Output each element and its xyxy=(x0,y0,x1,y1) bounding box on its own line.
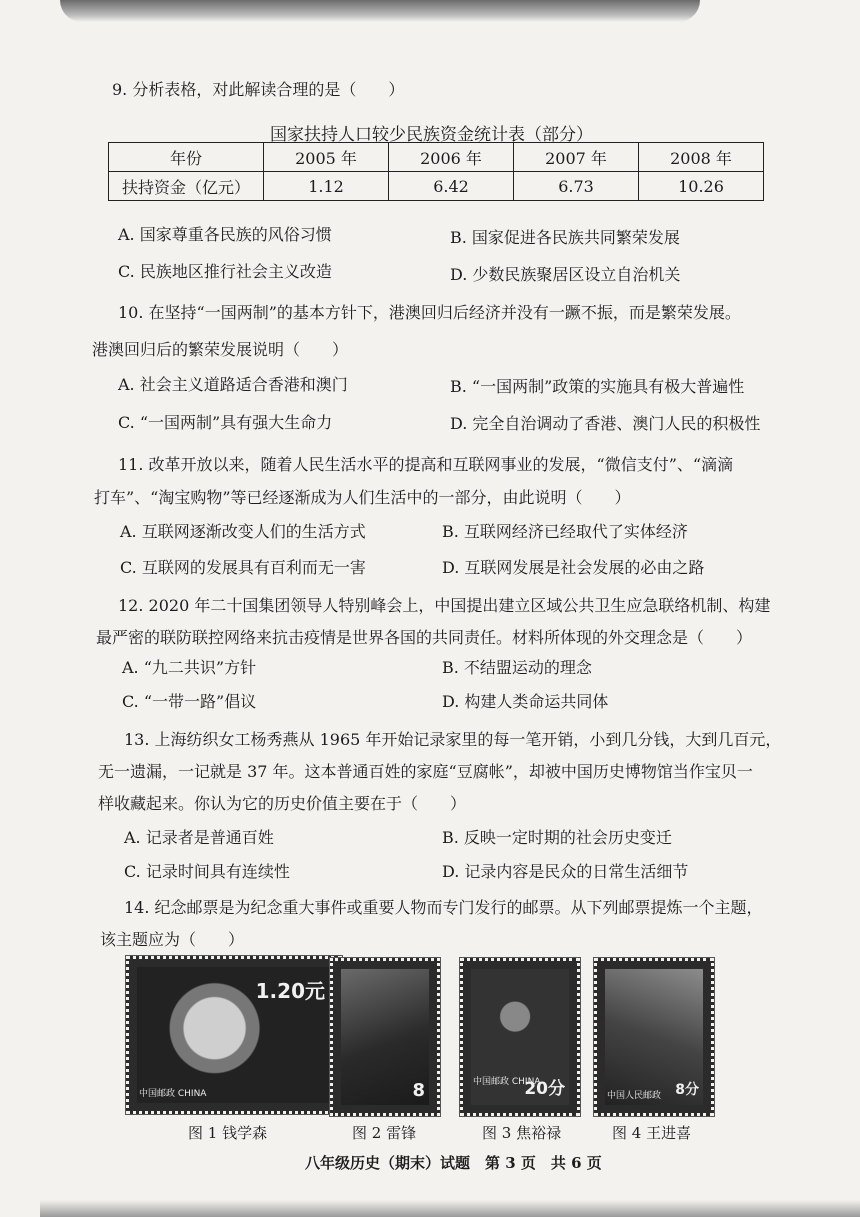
q11-option-c: C. 互联网的发展具有百利而无一害 xyxy=(120,558,366,577)
q11-option-b: B. 互联网经济已经取代了实体经济 xyxy=(442,522,688,541)
q12-stem-line2: 最严密的联防联控网络来抗击疫情是世界各国的共同责任。材料所体现的外交理念是（ ） xyxy=(96,628,753,647)
table-cell: 2008 年 xyxy=(639,143,764,172)
q10-option-a: A. 社会主义道路适合香港和澳门 xyxy=(118,375,348,394)
q13-stem-line3: 样收藏起来。你认为它的历史价值主要在于（ ） xyxy=(98,794,467,813)
q9-fund-table xyxy=(108,142,764,201)
stamp-caption-1: 图 1 钱学森 xyxy=(188,1124,268,1142)
stamp-gallery xyxy=(0,952,860,1122)
stamp-denomination: 8分 xyxy=(675,1082,699,1098)
q9-option-d: D. 少数民族聚居区设立自治机关 xyxy=(450,265,681,284)
stamp-image-wang-jinxi xyxy=(594,958,714,1116)
q10-stem-line1: 10. 在坚持“一国两制”的基本方针下，港澳回归后经济并没有一蹶不振，而是繁荣发展。 xyxy=(118,303,741,322)
q9-table-title: 国家扶持人口较少民族资金统计表（部分） xyxy=(270,125,593,145)
q12-stem-line1: 12. 2020 年二十国集团领导人特别峰会上，中国提出建立区域公共卫生应急联络机制、构建 xyxy=(118,596,771,615)
scan-shadow-bottom xyxy=(40,1200,860,1217)
stamp-caption-3: 图 3 焦裕禄 xyxy=(482,1124,562,1142)
q13-option-b: B. 反映一定时期的社会历史变迁 xyxy=(442,828,672,847)
stamp-country: 中国邮政 CHINA xyxy=(139,1089,207,1099)
q10-option-b: B. “一国两制”政策的实施具有极大普遍性 xyxy=(450,377,745,396)
q9-option-c: C. 民族地区推行社会主义改造 xyxy=(118,262,332,281)
q10-stem-line2: 港澳回归后的繁荣发展说明（ ） xyxy=(92,340,349,359)
q12-option-c: C. “一带一路”倡议 xyxy=(122,692,257,711)
table-row xyxy=(109,143,764,172)
q13-option-d: D. 记录内容是民众的日常生活细节 xyxy=(442,862,689,881)
table-header-fund: 扶持资金（亿元） xyxy=(109,172,264,201)
stamp-denomination: 1.20元 xyxy=(255,979,325,1003)
q13-option-a: A. 记录者是普通百姓 xyxy=(124,828,274,847)
q11-option-d: D. 互联网发展是社会发展的必由之路 xyxy=(442,558,705,577)
table-row xyxy=(109,172,764,201)
q9-option-a: A. 国家尊重各民族的风俗习惯 xyxy=(118,225,332,244)
q10-option-c: C. “一国两制”具有强大生命力 xyxy=(118,413,333,432)
q14-stem-line2: 该主题应为（ ） xyxy=(100,930,245,949)
scan-shadow-top xyxy=(60,0,700,22)
q11-stem-line1: 11. 改革开放以来，随着人民生活水平的提高和互联网事业的发展，“微信支付”、“滴滴 xyxy=(118,455,734,474)
stamp-image-qian-xuesen xyxy=(126,956,342,1114)
table-cell: 10.26 xyxy=(639,172,764,201)
q10-option-d: D. 完全自治调动了香港、澳门人民的积极性 xyxy=(450,414,761,433)
stamp-country: 中国人民邮政 xyxy=(607,1091,662,1101)
stamp-country: 中国邮政 CHINA xyxy=(473,1077,541,1087)
table-cell: 2007 年 xyxy=(514,143,639,172)
q12-option-a: A. “九二共识”方针 xyxy=(122,658,257,677)
page-footer: 八年级历史（期末）试题 第 3 页 共 6 页 xyxy=(305,1154,602,1172)
stamp-denomination: 8 xyxy=(412,1080,425,1101)
table-cell: 6.73 xyxy=(514,172,639,201)
q13-option-c: C. 记录时间具有连续性 xyxy=(124,862,290,881)
q14-stem-line1: 14. 纪念邮票是为纪念重大事件或重要人物而专门发行的邮票。从下列邮票提炼一个主题， xyxy=(124,898,763,917)
stamp-caption-2: 图 2 雷锋 xyxy=(352,1124,417,1142)
q11-stem-line2: 打车”、“淘宝购物”等已经逐渐成为人们生活中的一部分，由此说明（ ） xyxy=(94,488,631,507)
q12-option-d: D. 构建人类命运共同体 xyxy=(442,692,609,711)
q9-stem: 9. 分析表格，对此解读合理的是（ ） xyxy=(112,80,405,99)
table-cell: 2006 年 xyxy=(389,143,514,172)
stamp-image-jiao-yulu xyxy=(460,958,580,1116)
table-header-year: 年份 xyxy=(109,143,264,172)
q9-option-b: B. 国家促进各民族共同繁荣发展 xyxy=(450,228,680,247)
table-cell: 1.12 xyxy=(264,172,389,201)
stamp-denomination: 20分 xyxy=(524,1079,565,1099)
q12-option-b: B. 不结盟运动的理念 xyxy=(442,658,592,677)
q11-option-a: A. 互联网逐渐改变人们的生活方式 xyxy=(120,522,366,541)
q13-stem-line1: 13. 上海纺织女工杨秀燕从 1965 年开始记录家里的每一笔开销，小到几分钱，大到几百元， xyxy=(124,730,782,749)
table-cell: 6.42 xyxy=(389,172,514,201)
table-cell: 2005 年 xyxy=(264,143,389,172)
stamp-image-lei-feng xyxy=(330,958,440,1116)
q13-stem-line2: 无一遗漏，一记就是 37 年。这本普通百姓的家庭“豆腐帐”，却被中国历史博物馆当作宝贝一 xyxy=(98,762,753,781)
stamp-caption-4: 图 4 王进喜 xyxy=(612,1124,692,1142)
